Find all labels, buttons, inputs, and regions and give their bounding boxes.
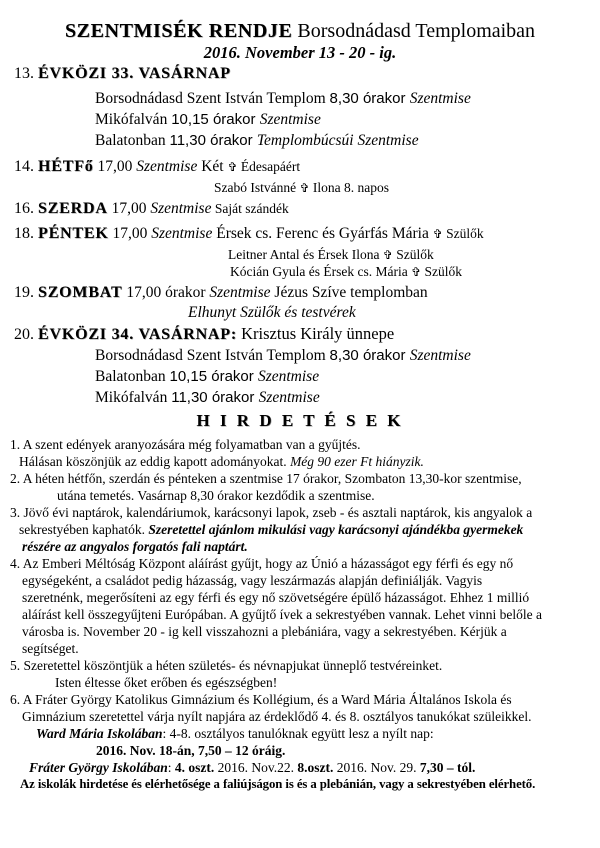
text-run: Gimnázium szeretettel várja nyílt napjára az érdeklődő 4. és 8. osztályos tanukókat szüleikkel. bbox=[22, 709, 532, 724]
announcement-line-6c bbox=[36, 726, 434, 742]
text-run: 7,30 – tól. bbox=[419, 760, 476, 775]
text-run: 2016. Nov. 18-án, 7,50 – 12 óráig. bbox=[96, 743, 286, 758]
text-run: Érsek cs. Ferenc és Gyárfás Mária bbox=[212, 225, 433, 242]
cross-icon: ✞ bbox=[432, 227, 443, 241]
text-run: Borsodnádasd Szent István Templom bbox=[95, 347, 330, 364]
text-run: SZERDA bbox=[38, 200, 108, 217]
text-run: részére az angyalos forgatós fali naptárt. bbox=[22, 539, 248, 554]
text-run: 4. oszt. bbox=[174, 760, 215, 775]
intention-line bbox=[214, 179, 389, 197]
text-run: SZENTMISÉK RENDJE bbox=[64, 20, 293, 42]
text-run: városba is. November 20 - ig kell visszahozni a plebániára, vagy a sekrestyében. Kérjük a bbox=[22, 624, 507, 639]
text-run: Isten éltesse őket erőben és egészségben! bbox=[55, 675, 278, 690]
text-run: ÉVKÖZI 33. VASÁRNAP bbox=[38, 65, 231, 82]
text-run: Jézus Szíve templomban bbox=[270, 284, 428, 301]
announcement-line-4d bbox=[22, 607, 542, 623]
text-run: Szülők bbox=[442, 226, 484, 241]
text-run: Szabó Istvánné bbox=[214, 180, 300, 195]
text-run: Mikófalván bbox=[95, 389, 172, 406]
text-run: H I R D E T É S E K bbox=[196, 411, 404, 430]
text-run: 4. Az Emberi Méltóság Központ aláírást gyűjt, hogy az Únió a házasságot egy férfi és egy nő bbox=[10, 556, 514, 571]
text-run: 8.oszt. bbox=[297, 760, 334, 775]
mass-line bbox=[95, 389, 320, 407]
cross-icon: ✞ bbox=[227, 160, 238, 174]
text-run: 20. bbox=[14, 326, 38, 343]
text-run: Borsodnádasd Templomaiban bbox=[292, 20, 536, 42]
text-run: Kócián Gyula és Érsek cs. Mária bbox=[230, 264, 412, 279]
text-run: 14. bbox=[14, 158, 38, 175]
announcement-line-4e bbox=[22, 624, 507, 640]
announcement-line-4b bbox=[22, 573, 482, 589]
text-run: Szentmise bbox=[409, 347, 471, 364]
cross-icon: ✞ bbox=[299, 181, 310, 195]
cross-icon: ✞ bbox=[411, 265, 422, 279]
day-heading-13 bbox=[14, 65, 231, 83]
text-run: 17,00 bbox=[93, 158, 137, 175]
text-run: Szeretettel ajánlom mikulási vagy karácsonyi ajándékba gyermekek bbox=[148, 522, 524, 537]
text-run: Szentmise bbox=[257, 368, 320, 385]
text-run: Saját szándék bbox=[211, 201, 289, 216]
text-run: 17,00 bbox=[108, 225, 152, 242]
text-run: Balatonban bbox=[95, 132, 170, 149]
announcement-line-3b bbox=[19, 522, 523, 538]
text-run: 11,30 órakor bbox=[171, 389, 259, 406]
text-run: HÉTFő bbox=[38, 158, 94, 175]
announcements-heading bbox=[0, 411, 600, 431]
text-run: Még 90 ezer Ft hiányzik. bbox=[290, 454, 424, 469]
announcement-line-4a bbox=[10, 556, 513, 572]
text-run: 11,30 órakor bbox=[169, 132, 257, 149]
announcement-line-5b bbox=[55, 675, 277, 691]
text-run: Édesapáért bbox=[237, 159, 301, 174]
text-run: 10,15 órakor bbox=[169, 368, 258, 385]
announcement-line-2a bbox=[10, 471, 522, 487]
text-run: Ilona 8. napos bbox=[309, 180, 390, 195]
text-run: PÉNTEK bbox=[38, 225, 109, 242]
announcement-line-6d bbox=[96, 743, 285, 759]
text-run: Fráter György Iskolában bbox=[29, 760, 168, 775]
announcement-line-4f bbox=[22, 641, 79, 657]
day-heading-18 bbox=[14, 225, 484, 243]
text-run: : 4-8. osztályos tanulóknak együtt lesz a nyílt nap: bbox=[162, 726, 434, 741]
intention-line bbox=[230, 263, 462, 281]
announcement-line-2b bbox=[57, 488, 375, 504]
text-run: 3. Jövő évi naptárok, kalendáriumok, karácsonyi lapok, zseb - és asztali naptárok, kis angyalok a bbox=[10, 505, 533, 520]
text-run: Mikófalván bbox=[95, 111, 172, 128]
title bbox=[0, 20, 600, 43]
text-run: segítséget. bbox=[22, 641, 79, 656]
text-run: Leitner Antal és Érsek Ilona bbox=[228, 247, 383, 262]
subtitle bbox=[0, 44, 600, 63]
text-run: 2016. Nov.22. bbox=[214, 760, 298, 775]
text-run: : bbox=[167, 760, 175, 775]
text-run: aláírást kell összegyűjteni Európában. A gyűjtő ívek a sekrestyében vannak. Lehet vinni belőle a bbox=[22, 607, 542, 622]
text-run: 10,15 órakor bbox=[171, 111, 260, 128]
intention-line bbox=[188, 304, 356, 322]
text-run: 17,00 órakor bbox=[122, 284, 210, 301]
text-run: Szentmise bbox=[409, 90, 471, 107]
text-run: 6. A Fráter György Katolikus Gimnázium és Kollégium, és a Ward Mária Általános Iskola és bbox=[10, 692, 512, 707]
text-run: 5. Szeretettel köszöntjük a héten születés- és névnapjukat ünneplő testvéreinket. bbox=[10, 658, 443, 673]
text-run: egységeként, a családot pedig házasság, vagy leszármazás alapján definiálják. Vagyis bbox=[22, 573, 483, 588]
announcement-line-1b bbox=[19, 454, 424, 470]
text-run: Hálásan köszönjük az eddig kapott adományokat. bbox=[19, 454, 291, 469]
announcement-line-5a bbox=[10, 658, 442, 674]
text-run: 18. bbox=[14, 225, 38, 242]
text-run: 2016. November 13 - 20 - ig. bbox=[203, 43, 397, 62]
text-run: Templombúcsúi Szentmise bbox=[256, 132, 419, 149]
text-run: 8,30 órakor bbox=[329, 347, 410, 364]
announcement-line-1a bbox=[10, 437, 361, 453]
text-run: Szülők bbox=[392, 247, 434, 262]
text-run: utána temetés. Vasárnap 8,30 órakor kezdődik a szentmise. bbox=[57, 488, 375, 503]
announcement-line-6e bbox=[29, 760, 475, 776]
text-run: Szentmise bbox=[136, 158, 198, 175]
text-run: Ward Mária Iskolában bbox=[36, 726, 163, 741]
text-run: Krisztus Király ünnepe bbox=[237, 324, 395, 343]
cross-icon: ✞ bbox=[382, 248, 393, 262]
text-run: Borsodnádasd Szent István Templom bbox=[95, 90, 330, 107]
text-run: szeretnénk, megerősíteni az egy férfi és egy nő szövetségére épülő házasságot. Ehhez 1 millió bbox=[22, 590, 530, 605]
text-run: sekrestyében kaphatók. bbox=[19, 522, 149, 537]
text-run: Az iskolák hirdetése és elérhetősége a faliújságon is és a plebánián, vagy a sekrestyében elérhető. bbox=[20, 777, 536, 791]
text-run: 19. bbox=[14, 284, 38, 301]
mass-line bbox=[95, 347, 471, 365]
announcement-line-6b bbox=[22, 709, 531, 725]
text-run: Szentmise bbox=[258, 389, 320, 406]
text-run: 13. bbox=[14, 65, 38, 82]
day-heading-20 bbox=[14, 325, 394, 344]
mass-line bbox=[95, 90, 471, 108]
text-run: Szentmise bbox=[259, 111, 321, 128]
text-run: Szentmise bbox=[150, 200, 212, 217]
text-run: SZOMBAT bbox=[38, 284, 123, 301]
announcement-line-3c bbox=[22, 539, 248, 555]
day-heading-16 bbox=[14, 200, 289, 218]
text-run: Két bbox=[197, 158, 228, 175]
intention-line bbox=[228, 246, 434, 264]
text-run: Szentmise bbox=[209, 284, 271, 301]
text-run: Szülők bbox=[421, 264, 463, 279]
day-heading-14 bbox=[14, 158, 300, 176]
text-run: Szentmise bbox=[151, 225, 213, 242]
announcement-footer bbox=[20, 777, 535, 792]
text-run: Elhunyt Szülők és testvérek bbox=[188, 304, 356, 321]
text-run: 8,30 órakor bbox=[329, 90, 410, 107]
day-heading-19 bbox=[14, 284, 428, 302]
announcement-line-6a bbox=[10, 692, 512, 708]
mass-line bbox=[95, 368, 319, 386]
text-run: 16. bbox=[14, 200, 38, 217]
text-run: 1. A szent edények aranyozására még folyamatban van a gyűjtés. bbox=[10, 437, 361, 452]
announcement-line-4c bbox=[22, 590, 529, 606]
text-run: Balatonban bbox=[95, 368, 170, 385]
text-run: 2. A héten hétfőn, szerdán és pénteken a szentmise 17 órakor, Szombaton 13,30-kor szentmise, bbox=[10, 471, 522, 486]
announcement-line-3a bbox=[10, 505, 532, 521]
text-run: ÉVKÖZI 34. VASÁRNAP: bbox=[38, 326, 237, 343]
text-run: 17,00 bbox=[107, 200, 151, 217]
text-run: 2016. Nov. 29. bbox=[333, 760, 420, 775]
mass-line bbox=[95, 132, 419, 150]
mass-line bbox=[95, 111, 321, 129]
